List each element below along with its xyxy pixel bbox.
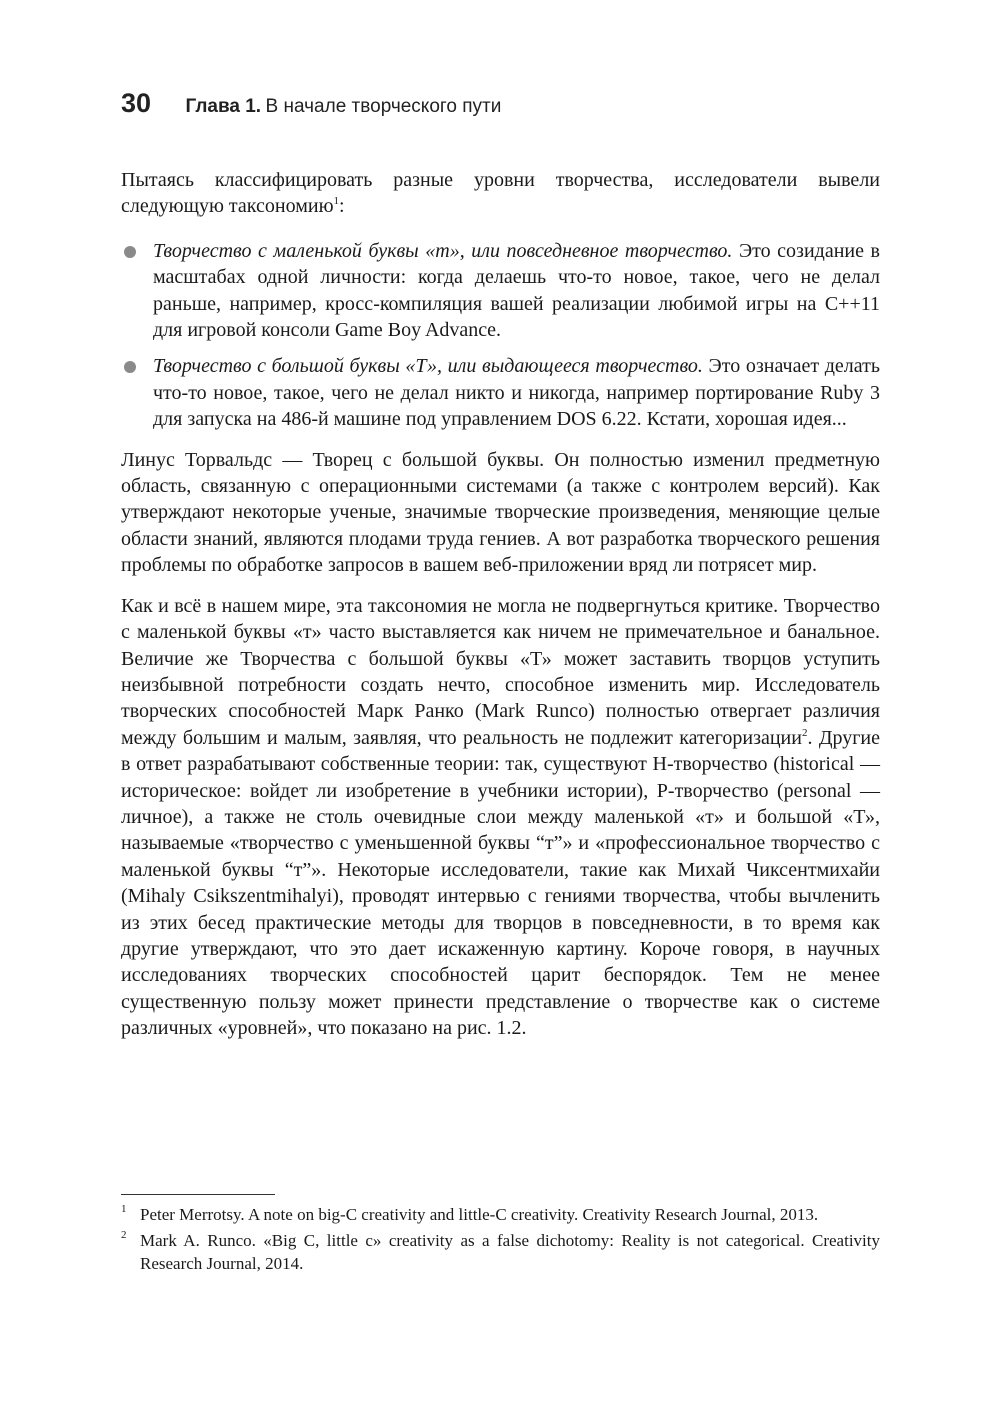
main-text <box>121 167 880 1042</box>
bullet-icon <box>124 246 136 258</box>
footnote <box>121 1229 880 1275</box>
list-item <box>121 353 880 432</box>
taxonomy-list <box>121 238 880 433</box>
footnote-text: Mark A. Runco. «Big C, little c» creativity as a false dichotomy: Reality is not categorical. Creativity Research Journal, 2014. <box>140 1231 880 1273</box>
bullet-icon <box>124 361 136 373</box>
footnote-ref-1: 1 <box>333 195 340 208</box>
intro-text: Пытаясь классифицировать разные уровни творчества, исследователи вывели следующую таксономию <box>121 169 880 218</box>
list-item <box>121 238 880 344</box>
footnote <box>121 1203 880 1226</box>
list-item-term: Творчество с большой буквы «Т», или выдающееся творчество. <box>153 355 703 378</box>
footnote-ref-2: 2 <box>801 726 808 739</box>
list-item-text: Это означает делать что-то новое, такое, чего не делал никто и никогда, например портирование Ruby 3 для запуска на 486-й машине под управлением DOS 6.22. Кстати, хорошая идея... <box>153 355 880 431</box>
intro-tail: : <box>339 195 345 218</box>
list-item-term: Творчество с маленькой буквы «т», или повседневное творчество. <box>153 239 733 262</box>
intro-paragraph <box>121 167 880 220</box>
footnote-number: 1 <box>121 1203 127 1215</box>
footnote-text: Peter Merrotsy. A note on big-C creativity and little-C creativity. Creativity Research Journal, 2013. <box>140 1205 819 1224</box>
chapter-title: В начале творческого пути <box>265 96 502 117</box>
torvalds-paragraph: Линус Торвальдс — Творец с большой буквы. Он полностью изменил предметную область, связанную с операционными системами (а также с контролем версий). Как утверждают некоторые ученые, значимые творческие произведения, меняющие целые области знаний, являются плодами труда гениев. А вот разработка творческого решения проблемы по обработке запросов в вашем веб-приложении вряд ли потрясет мир. <box>121 448 880 577</box>
footnote-number: 2 <box>121 1229 127 1241</box>
footnote-divider <box>121 1194 275 1195</box>
critique-text-1: Как и всё в нашем мире, эта таксономия не могла не подвергнуться критике. Творчество с маленькой буквы «т» часто выставляется как ничем не примечательное и банальное. Величие же Творчества с большой буквы «Т» может заставить творцов уступить неизбывной потребности создать нечто, способное изменить мир. Исследователь творческих способностей Марк Ранко (Mark Runco) полностью отвергает различия между большим и малым, заявляя, что реальность не подлежит категоризации <box>121 594 880 749</box>
critique-text-2: . Другие в ответ разрабатывают собственные теории: так, существуют H-творчество (historical — историческое: войдет ли изобретение в учебники истории), P-творчество (personal — личное), а также не столь очевидные слои между маленькой «т» и большой «Т», называемые «творчество с уменьшенной буквы “т”» и «профессиональное творчество с маленькой буквы “т”». Некоторые исследователи, такие как Михай Чиксентмихайи (Mihaly Csikszentmihalyi), проводят интервью с гениями творчества, чтобы вычленить из этих бесед практические методы для творцов в повседневности, в то время как другие утверждают, что это дает искаженную картину. Короче говоря, в научных исследованиях творческих способностей царит беспорядок. Тем не менее существенную пользу может принести представление о творчестве как о системе различных «уровней», что показано на рис. 1.2. <box>121 726 881 1040</box>
running-header <box>121 88 501 119</box>
page-number: 30 <box>121 88 152 118</box>
chapter-label: Глава 1. <box>185 96 262 117</box>
footnotes <box>121 1203 880 1278</box>
list-item-text: Это созидание в масштабах одной личности: когда делаешь что-то новое, такое, чего не делал раньше, например, кросс-компиляция вашей реализации любимой игры на C++11 для игровой консоли Game Boy Advance. <box>153 239 880 342</box>
critique-paragraph <box>121 593 880 1042</box>
